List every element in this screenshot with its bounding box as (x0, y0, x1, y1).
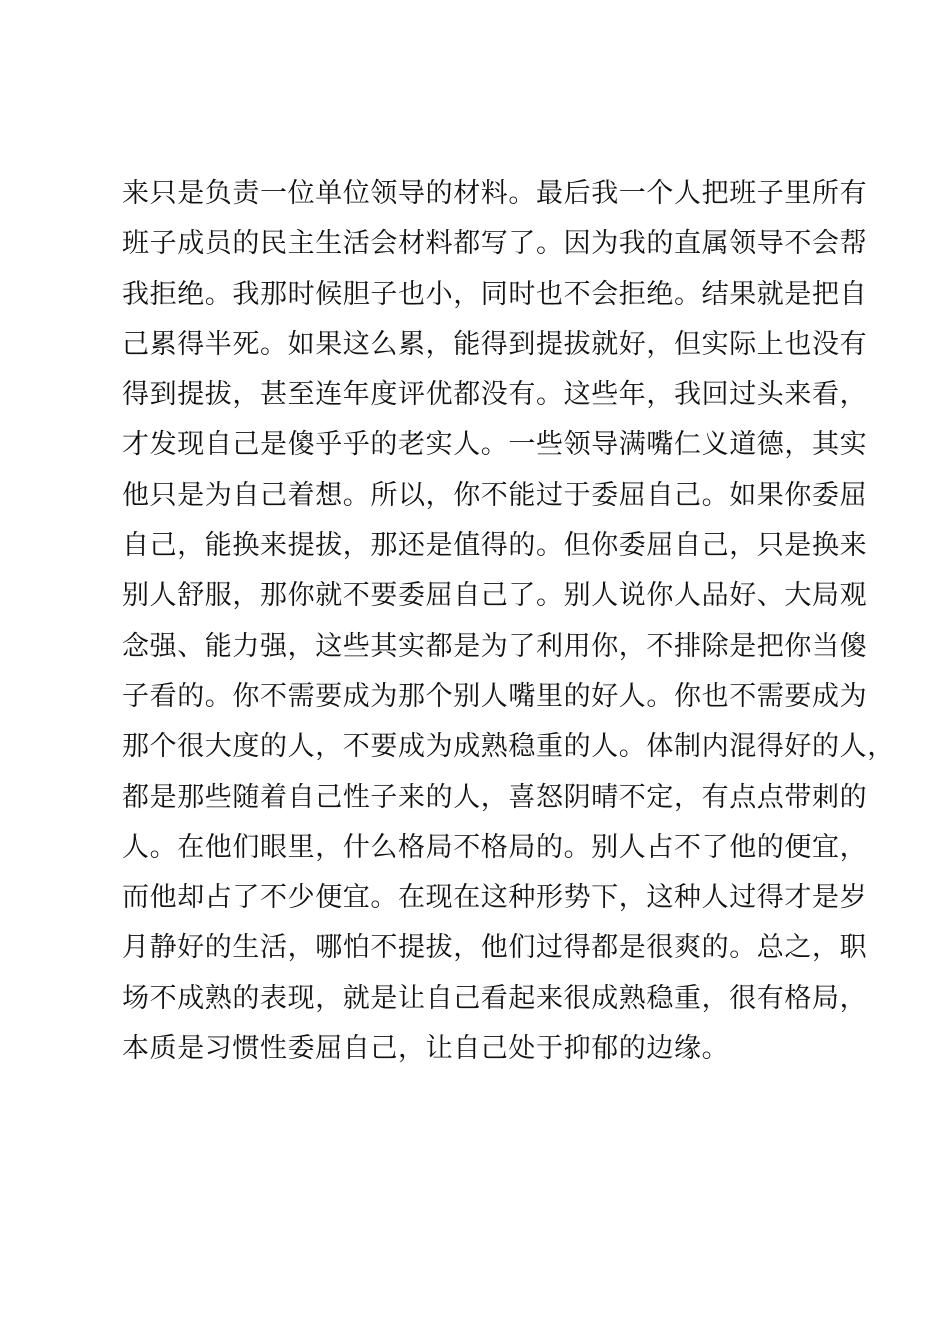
text-line: 子看的。你不需要成为那个别人嘴里的好人。你也不需要成为 (122, 680, 868, 712)
text-line: 月静好的生活，哪怕不提拔，他们过得都是很爽的。总之，职 (122, 932, 868, 964)
body-paragraph (122, 174, 895, 1079)
text-line: 而他却占了不少便宜。在现在这种形势下，这种人过得才是岁 (122, 882, 868, 914)
text-line: 本质是习惯性委屈自己，让自己处于抑郁的边缘。 (122, 1033, 730, 1065)
text-line: 班子成员的民主生活会材料都写了。因为我的直属领导不会帮 (122, 228, 868, 260)
text-line: 才发现自己是傻乎乎的老实人。一些领导满嘴仁义道德，其实 (122, 429, 868, 461)
text-line: 来只是负责一位单位领导的材料。最后我一个人把班子里所有 (122, 178, 868, 209)
text-line: 别人舒服，那你就不要委屈自己了。别人说你人品好、大局观 (122, 580, 868, 612)
text-line: 己累得半死。如果这么累，能得到提拔就好，但实际上也没有 (122, 328, 868, 360)
text-line: 那个很大度的人，不要成为成熟稳重的人。体制内混得好的人， (122, 731, 895, 763)
text-line: 场不成熟的表现，就是让自己看起来很成熟稳重，很有格局， (122, 982, 868, 1014)
text-line: 得到提拔，甚至连年度评优都没有。这些年，我回过头来看， (122, 379, 868, 411)
text-line: 都是那些随着自己性子来的人，喜怒阴晴不定，有点点带刺的 (122, 781, 868, 813)
text-line: 念强、能力强，这些其实都是为了利用你，不排除是把你当傻 (122, 630, 868, 662)
text-line: 自己，能换来提拔，那还是值得的。但你委屈自己，只是换来 (122, 530, 868, 562)
text-line: 他只是为自己着想。所以，你不能过于委屈自己。如果你委屈 (122, 479, 868, 511)
text-line: 我拒绝。我那时候胆子也小，同时也不会拒绝。结果就是把自 (122, 278, 868, 310)
text-line: 人。在他们眼里，什么格局不格局的。别人占不了他的便宜， (122, 831, 868, 863)
